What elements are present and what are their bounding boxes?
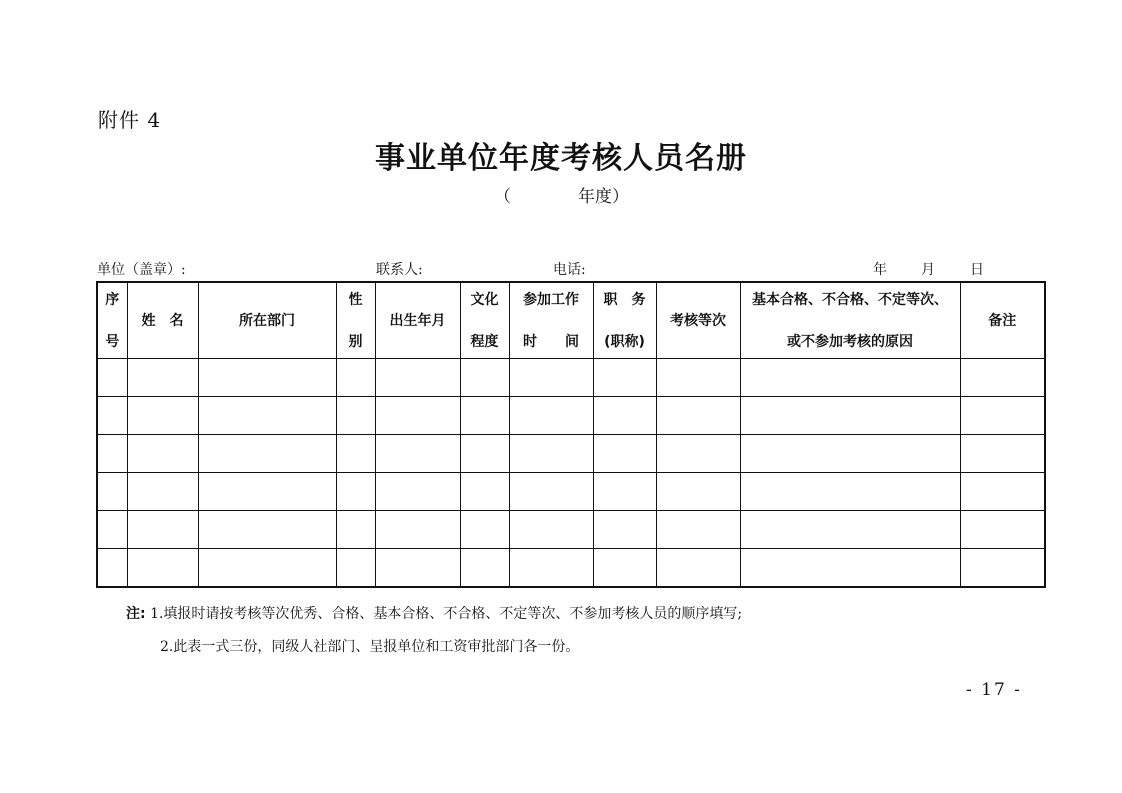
table-row [97,473,1045,511]
table-cell[interactable] [960,359,1045,397]
header-seq: 序 号 [97,282,127,359]
attachment-label: 附件 4 [98,108,162,132]
table-cell[interactable] [960,435,1045,473]
table-cell[interactable] [127,397,198,435]
table-cell[interactable] [127,435,198,473]
table-cell[interactable] [740,397,960,435]
header-gender: 性 别 [336,282,375,359]
year-label: 年 [873,262,887,278]
table-cell[interactable] [336,549,375,588]
table-cell[interactable] [460,549,509,588]
table-cell[interactable] [460,397,509,435]
table-cell[interactable] [375,473,460,511]
table-cell[interactable] [97,397,127,435]
table-cell[interactable] [198,359,336,397]
table-cell[interactable] [460,435,509,473]
table-cell[interactable] [656,435,740,473]
header-work-start: 参加工作 时 间 [509,282,593,359]
table-cell[interactable] [656,473,740,511]
table-cell[interactable] [960,549,1045,588]
table-cell[interactable] [460,473,509,511]
table-cell[interactable] [198,511,336,549]
header-birth: 出生年月 [375,282,460,359]
table-cell[interactable] [509,359,593,397]
header-name: 姓 名 [127,282,198,359]
table-cell[interactable] [97,511,127,549]
table-cell[interactable] [460,511,509,549]
table-row [97,397,1045,435]
subtitle-year: 年度） [578,187,629,207]
table-cell[interactable] [656,511,740,549]
table-cell[interactable] [960,473,1045,511]
contact-label: 联系人: [376,262,423,278]
table-cell[interactable] [509,511,593,549]
day-label: 日 [970,262,984,278]
table-cell[interactable] [127,359,198,397]
table-cell[interactable] [198,549,336,588]
table-cell[interactable] [656,359,740,397]
table-cell[interactable] [960,511,1045,549]
table-cell[interactable] [336,473,375,511]
table-cell[interactable] [97,435,127,473]
table-cell[interactable] [656,397,740,435]
header-education: 文化 程度 [460,282,509,359]
table-cell[interactable] [460,359,509,397]
header-row [97,282,1045,359]
table-cell[interactable] [198,435,336,473]
header-remarks: 备注 [960,282,1045,359]
table-cell[interactable] [593,473,656,511]
roster-table [96,281,1046,588]
table-row [97,511,1045,549]
header-grade: 考核等次 [656,282,740,359]
table-cell[interactable] [375,397,460,435]
month-label: 月 [921,262,935,278]
table-cell[interactable] [509,473,593,511]
header-reason: 基本合格、不合格、不定等次、 或不参加考核的原因 [740,282,960,359]
table-cell[interactable] [509,435,593,473]
table-cell[interactable] [740,435,960,473]
note-text-1: 1.填报时请按考核等次优秀、合格、基本合格、不合格、不定等次、不参加考核人员的顺序填写; [150,606,743,622]
table-cell[interactable] [198,473,336,511]
table-row [97,549,1045,588]
table-cell[interactable] [740,549,960,588]
unit-stamp-label: 单位（盖章）: [97,262,186,278]
table-cell[interactable] [593,397,656,435]
table-cell[interactable] [375,359,460,397]
document-title: 事业单位年度考核人员名册 [375,141,747,176]
table-cell[interactable] [656,549,740,588]
phone-label: 电话: [553,262,586,278]
table-cell[interactable] [336,435,375,473]
table-cell[interactable] [336,511,375,549]
note-line-2: 2.此表一式三份，同级人社部门、呈报单位和工资审批部门各一份。 [160,639,580,655]
page-number: - 17 - [966,680,1022,700]
table-cell[interactable] [740,473,960,511]
note-label: 注: [126,606,146,622]
table-cell[interactable] [375,549,460,588]
roster-body [97,359,1045,588]
table-cell[interactable] [97,473,127,511]
table-cell[interactable] [375,511,460,549]
table-cell[interactable] [593,435,656,473]
table-cell[interactable] [97,549,127,588]
header-position: 职 务 (职称) [593,282,656,359]
table-row [97,435,1045,473]
table-cell[interactable] [127,511,198,549]
table-cell[interactable] [127,549,198,588]
table-cell[interactable] [198,397,336,435]
table-cell[interactable] [593,549,656,588]
table-cell[interactable] [960,397,1045,435]
table-cell[interactable] [127,473,198,511]
table-cell[interactable] [593,511,656,549]
note-line-1 [126,603,742,623]
table-cell[interactable] [740,511,960,549]
subtitle-open: （ [494,187,511,207]
table-cell[interactable] [593,359,656,397]
header-department: 所在部门 [198,282,336,359]
table-cell[interactable] [375,435,460,473]
table-cell[interactable] [97,359,127,397]
table-cell[interactable] [740,359,960,397]
table-cell[interactable] [509,397,593,435]
table-row [97,359,1045,397]
table-cell[interactable] [336,359,375,397]
table-cell[interactable] [336,397,375,435]
table-cell[interactable] [509,549,593,588]
